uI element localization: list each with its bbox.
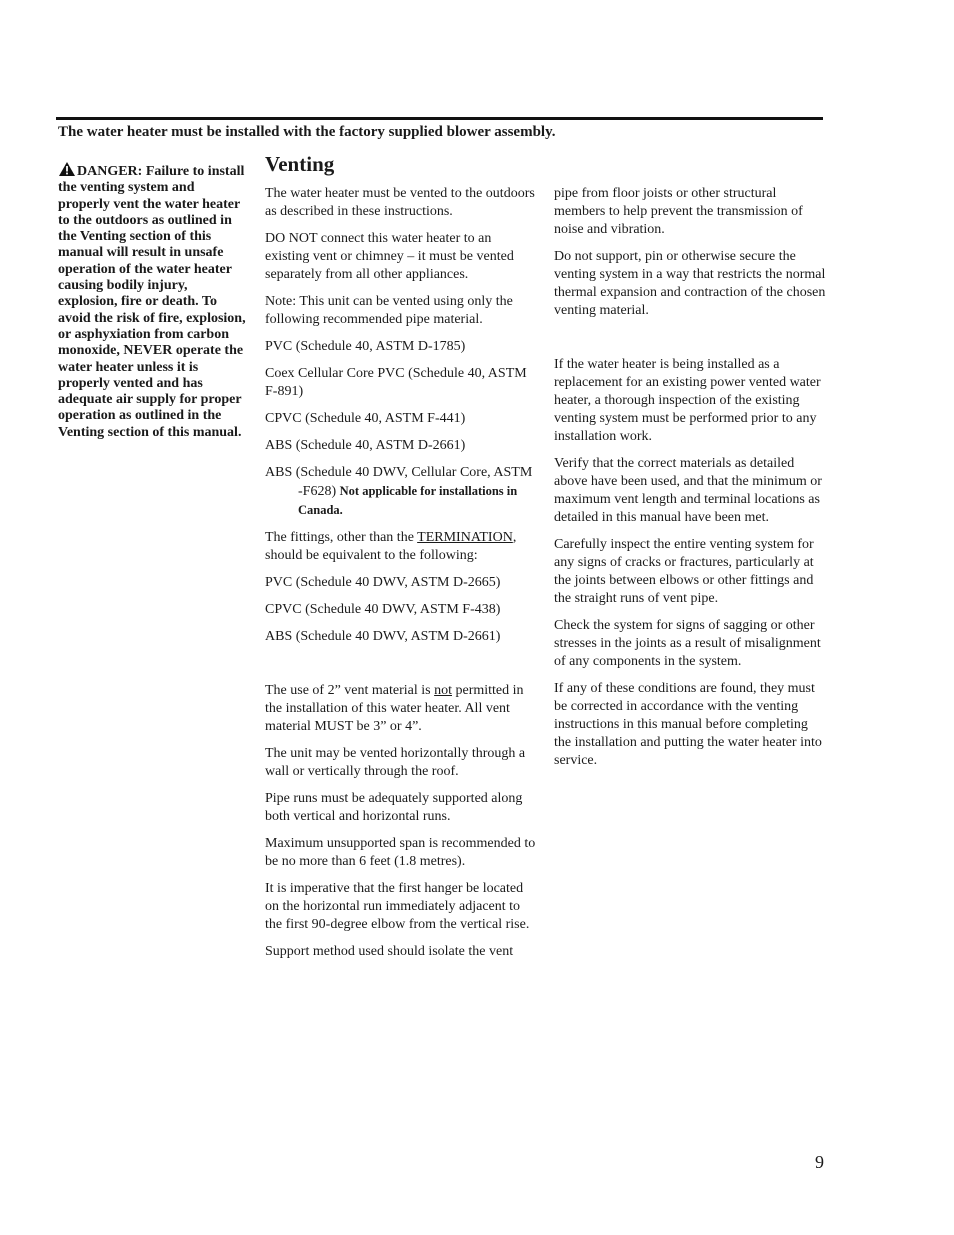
paragraph <box>265 529 537 565</box>
pipe-material-item: PVC (Schedule 40, ASTM D-1785) <box>265 339 466 354</box>
pipe-material-item: CPVC (Schedule 40, ASTM F-441) <box>265 411 466 426</box>
paragraph: Support method used should isolate the vent <box>265 944 514 959</box>
paragraph: The unit may be vented horizontally through a wall or vertically through the roof. <box>265 746 526 779</box>
underlined-not: not <box>434 683 452 698</box>
danger-warning <box>58 161 248 441</box>
danger-text: Failure to install the venting system and properly vent the water heater to the outdoors as outlined in the Venting section of this manual will result in unsafe operation of the water heater causing bodily injury, explosion, fire or death. To avoid the risk of fire, explosion, or asphyxiation from carbon monoxide, NEVER operate the water heater unless it is properly vented and has adequate air supply for proper operation as outlined in the Venting section of this manual. <box>58 164 246 440</box>
paragraph: Maximum unsupported span is recommended to be no more than 6 feet (1.8 metres). <box>265 836 536 869</box>
paragraph: If any of these conditions are found, they must be corrected in accordance with the venting instructions in this manual before completing the installation and putting the water heater into service. <box>554 681 822 768</box>
paragraph: DO NOT connect this water heater to an existing vent or chimney – it must be vented separately from all other appliances. <box>265 231 514 282</box>
paragraph: If the water heater is being installed as a replacement for an existing power vented water heater, a thorough inspection of the existing venting system must be performed prior to any installation work. <box>554 357 821 444</box>
fitting-item: ABS (Schedule 40 DWV, ASTM D-2661) <box>265 629 501 644</box>
paragraph: Note: This unit can be vented using only the following recommended pipe material. <box>265 294 513 327</box>
text-span: permitted in the installation of this water heater. All vent material MUST be 3” or 4”. <box>265 683 524 734</box>
section-title: Venting <box>265 152 335 176</box>
fitting-item: CPVC (Schedule 40 DWV, ASTM F-438) <box>265 602 501 617</box>
paragraph: Carefully inspect the entire venting system for any signs of cracks or fractures, particularly at the joints between elbows or other fittings and the straight runs of vent pipe. <box>554 537 814 606</box>
paragraph: It is imperative that the first hanger be located on the horizontal run immediately adjacent to the first 90-degree elbow from the vertical rise. <box>265 881 530 932</box>
paragraph: Do not support, pin or otherwise secure the venting system in a way that restricts the normal thermal expansion and contraction of the chosen venting material. <box>554 249 826 318</box>
text-span: , should be equivalent to the following: <box>265 530 517 563</box>
fitting-item: PVC (Schedule 40 DWV, ASTM D-2665) <box>265 575 501 590</box>
paragraph <box>265 682 537 736</box>
paragraph: pipe from floor joists or other structural members to help prevent the transmission of noise and vibration. <box>554 186 803 237</box>
termination-link: TERMINATION <box>417 530 513 545</box>
paragraph: Check the system for signs of sagging or other stresses in the joints as a result of misalignment of any components in the system. <box>554 618 821 669</box>
venting-column-2 <box>554 185 826 779</box>
paragraph: Pipe runs must be adequately supported along both vertical and horizontal runs. <box>265 791 523 824</box>
text-span: The fittings, other than the <box>265 530 418 545</box>
top-rule <box>56 117 823 120</box>
page-number: 9 <box>815 1152 824 1172</box>
paragraph: Verify that the correct materials as detailed above have been used, and that the minimum or maximum vent length and terminal locations as detailed in this manual have been met. <box>554 456 822 525</box>
pipe-material-item <box>265 464 537 520</box>
warning-triangle-icon <box>58 161 76 177</box>
header-notice: The water heater must be installed with the factory supplied blower assembly. <box>58 124 556 140</box>
pipe-material-item: ABS (Schedule 40, ASTM D-2661) <box>265 438 466 453</box>
danger-label: DANGER: <box>77 164 143 179</box>
text-span: The use of 2” vent material is <box>265 683 435 698</box>
pipe-material-item: Coex Cellular Core PVC (Schedule 40, ASTM F-891) <box>265 366 527 399</box>
venting-column-1 <box>265 185 537 970</box>
pipe-material-text: ABS (Schedule 40 DWV, Cellular Core, ASTM -F628) <box>265 465 533 499</box>
canada-note: Not applicable for installations in Canada. <box>298 484 518 517</box>
paragraph: The water heater must be vented to the outdoors as described in these instructions. <box>265 186 535 219</box>
